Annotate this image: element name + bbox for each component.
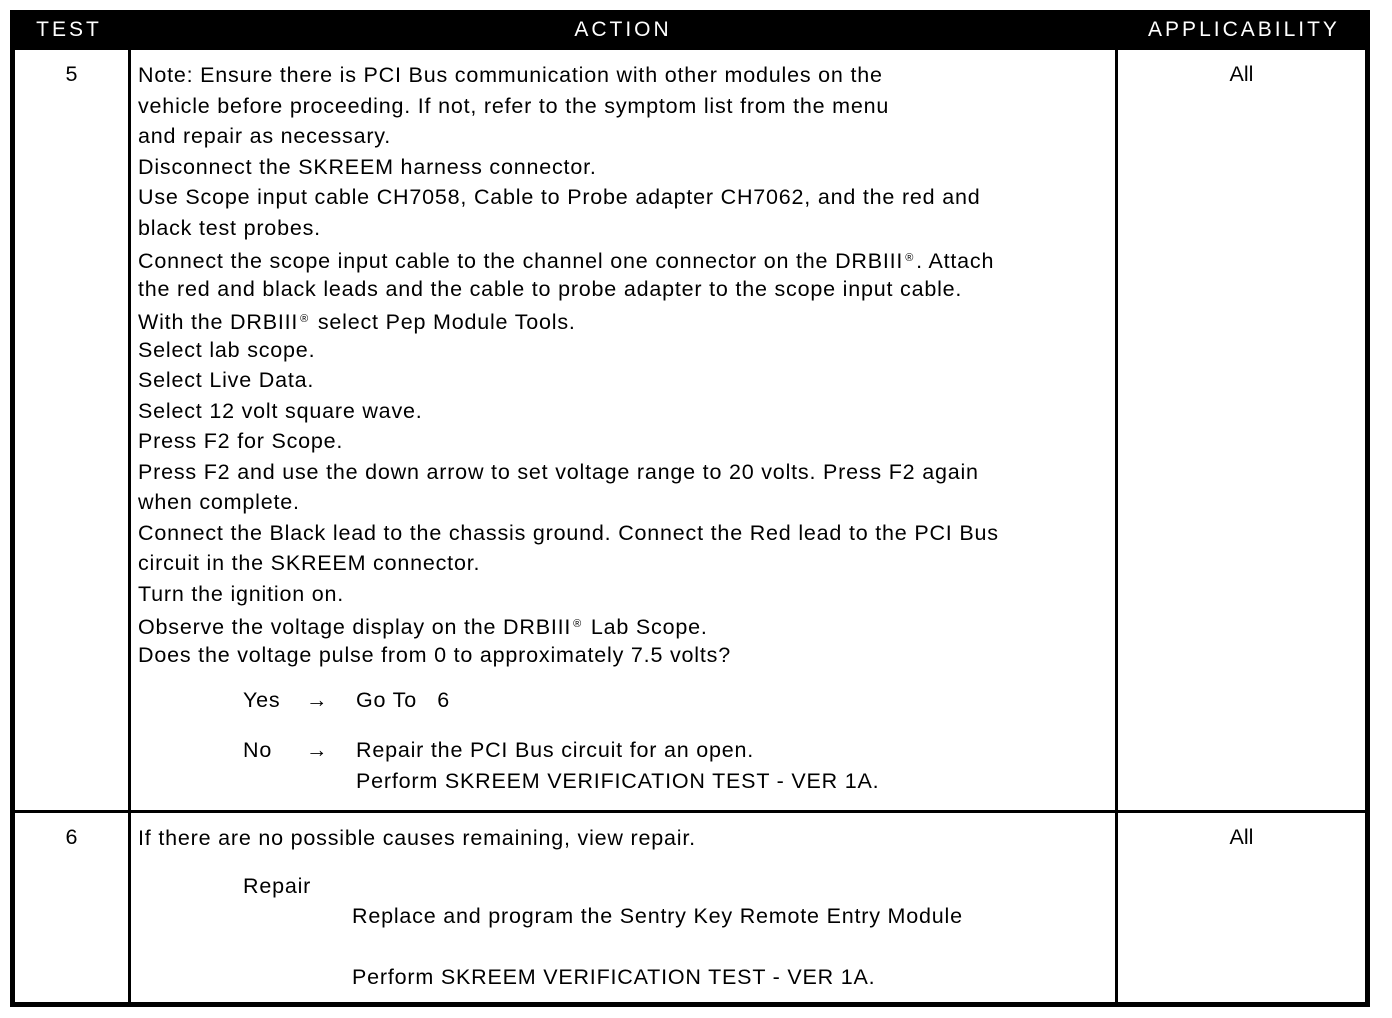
action-line: With the DRBIII ® select Pep Module Tools.	[138, 310, 576, 334]
action-line: Connect the scope input cable to the channel one connector on the DRBIII ®. Attach	[138, 249, 995, 273]
row5-applicability-cell	[1118, 50, 1365, 810]
action-line: Use Scope input cable CH7058, Cable to Probe adapter CH7062, and the red and	[138, 185, 981, 209]
action-line: Press F2 for Scope.	[138, 429, 344, 453]
no-label: No	[243, 738, 273, 762]
no-result-line-1: Repair the PCI Bus circuit for an open.	[356, 738, 755, 762]
row5-action-cell	[131, 50, 1115, 810]
row6-action-text: If there are no possible causes remaining, view repair.	[138, 826, 696, 850]
repair-line-1: Replace and program the Sentry Key Remote Entry Module	[352, 904, 963, 928]
repair-label: Repair	[243, 874, 312, 898]
action-line: the red and black leads and the cable to probe adapter to the scope input cable.	[138, 276, 963, 301]
yes-label: Yes	[243, 688, 281, 712]
action-line: black test probes.	[138, 215, 321, 240]
row6-applicability-cell	[1118, 813, 1365, 1002]
action-line: Select lab scope.	[138, 337, 316, 362]
row6-test-number: 6	[65, 825, 78, 849]
no-arrow-icon: →	[306, 738, 329, 762]
action-line: circuit in the SKREEM connector.	[138, 551, 481, 575]
action-line: Turn the ignition on.	[138, 581, 345, 606]
action-line: Connect the Black lead to the chassis ground. Connect the Red lead to the PCI Bus	[138, 520, 999, 545]
action-line: Press F2 and use the down arrow to set voltage range to 20 volts. Press F2 again	[138, 459, 979, 484]
header-test: TEST	[36, 18, 102, 41]
row6-applicability: All	[1229, 825, 1254, 849]
row6-action-cell	[131, 813, 1115, 1002]
row6-test-cell	[15, 813, 128, 1002]
action-line: Does the voltage pulse from 0 to approximately 7.5 volts?	[138, 642, 731, 667]
action-line: when complete.	[138, 490, 300, 514]
no-result-line-2: Perform SKREEM VERIFICATION TEST - VER 1A.	[356, 769, 880, 793]
action-line: Observe the voltage display on the DRBIII ® Lab Scope.	[138, 615, 708, 639]
action-line: Select Live Data.	[138, 368, 315, 392]
row5-test-number: 5	[65, 62, 78, 86]
row5-applicability: All	[1229, 62, 1254, 86]
repair-line-2: Perform SKREEM VERIFICATION TEST - VER 1A.	[352, 965, 876, 989]
test-table	[10, 10, 1370, 1007]
yes-arrow-icon: →	[306, 688, 329, 712]
header-action: ACTION	[574, 18, 672, 41]
header-applicability: APPLICABILITY	[1148, 18, 1340, 41]
action-line: Select 12 volt square wave.	[138, 398, 423, 423]
action-line: Note: Ensure there is PCI Bus communication with other modules on the	[138, 63, 883, 87]
action-line: and repair as necessary.	[138, 124, 392, 148]
row5-test-cell	[15, 50, 128, 810]
yes-result: Go To 6	[356, 688, 451, 712]
action-line: vehicle before proceeding. If not, refer to the symptom list from the menu	[138, 93, 890, 118]
action-line: Disconnect the SKREEM harness connector.	[138, 154, 597, 179]
